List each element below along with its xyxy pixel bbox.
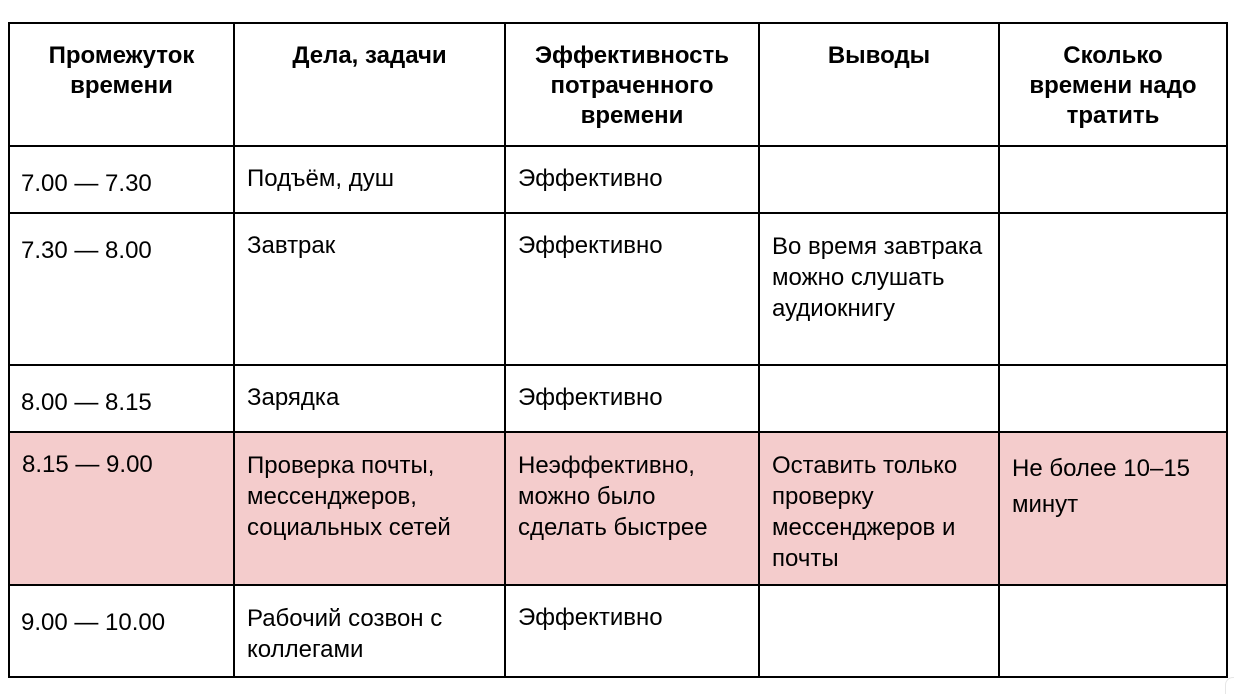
cell-time-interval: 8.15 — 9.00	[9, 432, 234, 585]
cell-time-interval: 8.00 — 8.15	[9, 365, 234, 432]
cell-conclusions	[759, 585, 999, 677]
cell-tasks: Зарядка	[234, 365, 505, 432]
cell-efficiency: Эффективно	[505, 585, 759, 677]
cell-time-needed	[999, 365, 1227, 432]
cell-conclusions: Оставить только проверку мессенджеров и почты	[759, 432, 999, 585]
cell-time-interval: 7.30 — 8.00	[9, 213, 234, 365]
cell-tasks: Рабочий созвон с коллегами	[234, 585, 505, 677]
cell-conclusions	[759, 365, 999, 432]
cell-time-interval: 9.00 — 10.00	[9, 585, 234, 677]
header-tasks: Дела, задачи	[234, 23, 505, 146]
table-row	[9, 585, 1227, 677]
header-time-interval: Промежуток времени	[9, 23, 234, 146]
cell-efficiency: Эффективно	[505, 146, 759, 213]
table-row-highlighted	[9, 432, 1227, 585]
cell-efficiency: Эффективно	[505, 365, 759, 432]
table-row	[9, 213, 1227, 365]
cell-time-needed: Не более 10–15 минут	[999, 432, 1227, 585]
cell-conclusions	[759, 146, 999, 213]
header-efficiency: Эффективность потраченного времени	[505, 23, 759, 146]
cell-time-needed	[999, 213, 1227, 365]
cell-time-needed	[999, 146, 1227, 213]
cell-efficiency: Эффективно	[505, 213, 759, 365]
cell-time-needed	[999, 585, 1227, 677]
table-row	[9, 365, 1227, 432]
time-audit-table	[8, 22, 1228, 678]
cell-efficiency: Неэффективно, можно было сделать быстрее	[505, 432, 759, 585]
header-time-needed: Сколько времени надо тратить	[999, 23, 1227, 146]
corner-decoration	[1225, 677, 1234, 694]
header-conclusions: Выводы	[759, 23, 999, 146]
cell-time-interval: 7.00 — 7.30	[9, 146, 234, 213]
cell-conclusions: Во время завтрака можно слушать аудиокнигу	[759, 213, 999, 365]
cell-tasks: Подъём, душ	[234, 146, 505, 213]
table-row	[9, 146, 1227, 213]
cell-tasks: Завтрак	[234, 213, 505, 365]
table-header-row	[9, 23, 1227, 146]
cell-tasks: Проверка почты, мессенджеров, социальных сетей	[234, 432, 505, 585]
time-audit-table-container	[8, 22, 1228, 678]
